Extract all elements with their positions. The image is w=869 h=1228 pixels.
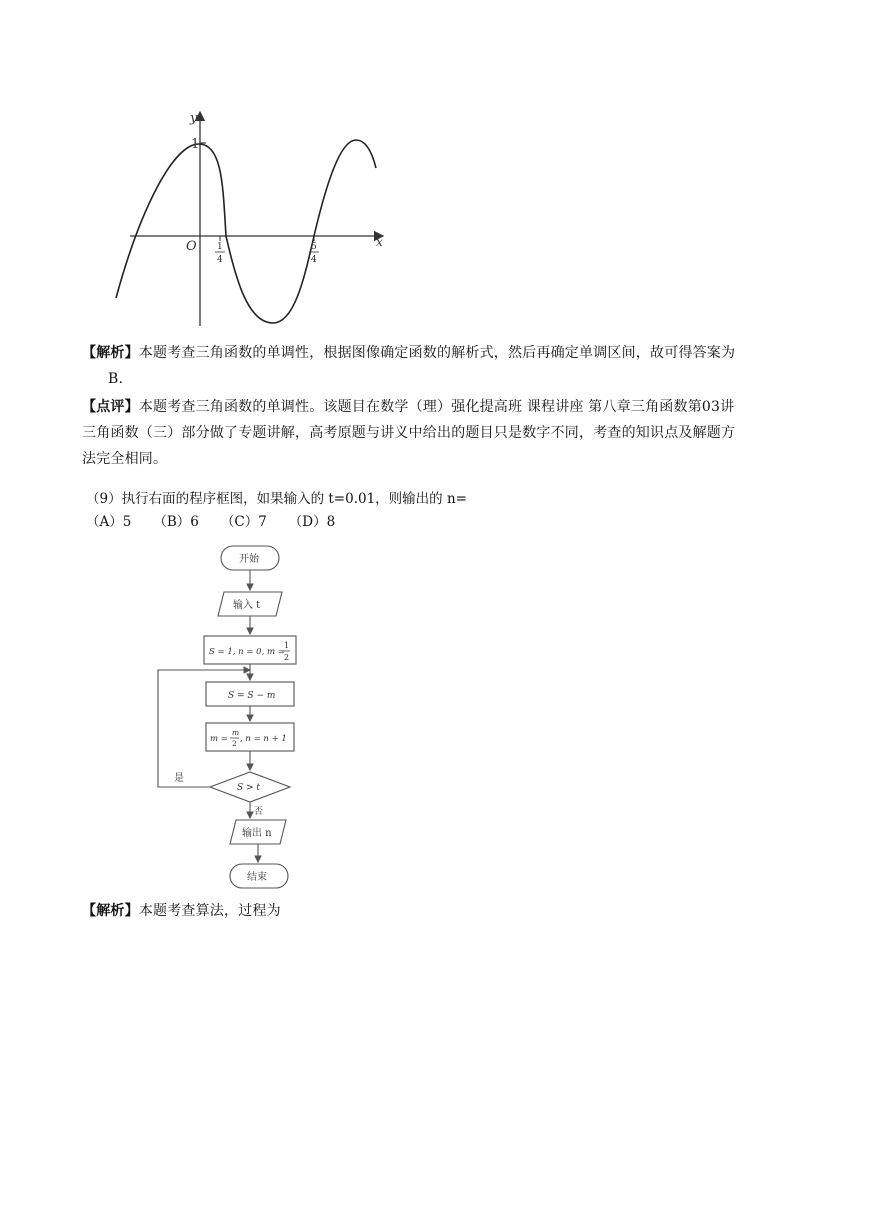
choice-b: （B）6 [153, 514, 199, 530]
y-tick-label: 1 [191, 137, 200, 152]
input-label: 输入 t [233, 600, 261, 611]
start-label: 开始 [239, 554, 259, 565]
end-label: 结束 [247, 872, 267, 883]
comment-line-1 [82, 394, 802, 420]
origin-label: O [186, 239, 197, 254]
analysis-line-1 [82, 340, 802, 366]
init-label: S = 1, n = 0, m = [209, 647, 285, 657]
comment-line-2: 三角函数（三）部分做了专题讲解，高考原题与讲义中给出的题目只是数字不同，考查的知识点及解题方 [82, 425, 736, 441]
x-tick2-den: 4 [311, 255, 317, 265]
flowchart [150, 540, 350, 896]
sine-curve [116, 140, 376, 323]
comment-paragraph [82, 394, 802, 472]
analysis-2-text: 本题考查算法，过程为 [138, 903, 281, 919]
analysis-answer: B. [108, 371, 124, 387]
analysis-2-tag: 【解析】 [82, 903, 139, 919]
question-9-choices [86, 511, 357, 533]
analysis-paragraph-2 [82, 898, 802, 924]
update-m-label: m = [210, 734, 228, 744]
comment-line-3: 法完全相同。 [82, 451, 168, 467]
choice-d: （D）8 [288, 514, 336, 530]
question-9-stem: （9）执行右面的程序框图，如果输入的 t=0.01，则输出的 n= [86, 491, 467, 507]
update-m-num: m [232, 728, 240, 737]
sine-graph [108, 100, 408, 328]
condition-label: S > t [237, 783, 261, 793]
init-frac-num: 1 [284, 641, 290, 650]
yes-label: 是 [174, 773, 184, 784]
update-m-den: 2 [232, 739, 237, 748]
analysis-text: 本题考查三角函数的单调性，根据图像确定函数的解析式，然后再确定单调区间，故可得答案为 [138, 345, 736, 361]
x-tick1-num: 1 [217, 242, 223, 252]
update-n-label: , n = n + 1 [240, 734, 287, 744]
update-s-label: S = S − m [228, 691, 276, 701]
comment-text-1: 本题考查三角函数的单调性。该题目在数学（理）强化提高班 课程讲座 第八章三角函数第03讲 [138, 399, 735, 415]
output-label: 输出 n [242, 828, 272, 839]
init-frac-den: 2 [284, 653, 290, 662]
no-label: 否 [254, 807, 264, 817]
x-tick2-num: 5 [311, 242, 317, 252]
x-tick1-den: 4 [217, 255, 223, 265]
x-axis-label: x [376, 235, 383, 249]
choice-a: （A）5 [86, 514, 132, 530]
comment-tag: 【点评】 [82, 399, 139, 415]
y-axis-label: y [190, 111, 198, 126]
choice-c: （C）7 [220, 514, 267, 530]
analysis-tag: 【解析】 [82, 345, 139, 361]
analysis-paragraph-1 [82, 340, 802, 392]
